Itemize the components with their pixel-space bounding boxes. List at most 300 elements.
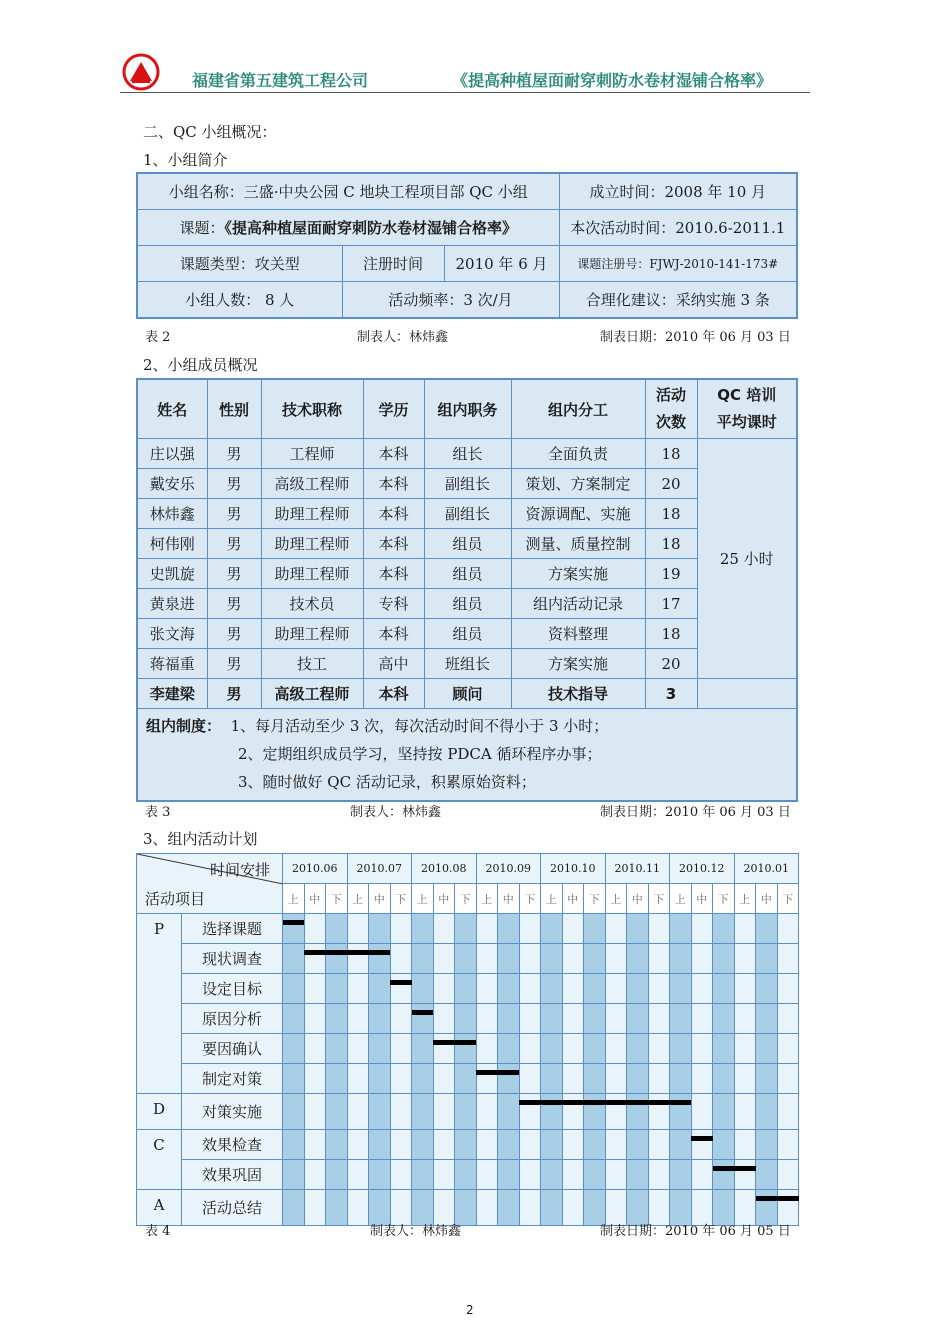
member-name: 黄泉进 <box>137 589 207 619</box>
header-divider <box>120 92 810 93</box>
schedule-cell <box>541 1004 563 1034</box>
col-header-education: 学历 <box>363 379 424 439</box>
schedule-cell <box>713 1004 735 1034</box>
schedule-cell <box>412 914 434 944</box>
schedule-cell <box>777 1130 799 1160</box>
phase-label: D <box>137 1094 182 1130</box>
schedule-cell <box>584 914 606 944</box>
member-education: 本科 <box>363 619 424 649</box>
member-name: 李建梁 <box>137 679 207 709</box>
member-education: 本科 <box>363 679 424 709</box>
member-duty: 组内活动记录 <box>511 589 645 619</box>
col-header-role: 组内职务 <box>424 379 511 439</box>
schedule-cell <box>390 944 412 974</box>
period-header: 上 <box>476 884 498 914</box>
member-title: 高级工程师 <box>261 679 363 709</box>
schedule-cell <box>691 1160 713 1190</box>
schedule-cell <box>326 974 348 1004</box>
period-header: 下 <box>584 884 606 914</box>
schedule-cell <box>433 1160 455 1190</box>
schedule-cell <box>347 1034 369 1064</box>
table3-maker: 制表人：林炜鑫 <box>350 805 442 820</box>
plan-row <box>137 1094 799 1130</box>
schedule-cell <box>390 1064 412 1094</box>
member-name: 庄以强 <box>137 439 207 469</box>
corner-time-label: 时间安排 <box>209 861 270 879</box>
member-activity-count: 20 <box>645 469 697 499</box>
training-hours-cell: 25 小时 <box>697 439 797 679</box>
member-role: 组长 <box>424 439 511 469</box>
schedule-cell <box>304 1034 326 1064</box>
schedule-cell <box>283 1034 305 1064</box>
schedule-bar <box>713 1166 756 1171</box>
plan-row <box>137 914 799 944</box>
month-header: 2010.12 <box>670 854 735 884</box>
member-row <box>137 679 797 709</box>
schedule-cell <box>670 1034 692 1064</box>
rule-item: 1、每月活动至少 3 次，每次活动时间不得小于 3 小时； <box>230 717 609 735</box>
member-gender: 男 <box>207 439 261 469</box>
member-name: 蒋福重 <box>137 649 207 679</box>
member-name: 史凯旋 <box>137 559 207 589</box>
schedule-bar <box>756 1196 799 1201</box>
month-header: 2010.09 <box>476 854 541 884</box>
schedule-cell <box>648 1034 670 1064</box>
schedule-cell <box>519 944 541 974</box>
schedule-cell <box>691 914 713 944</box>
schedule-cell <box>519 1130 541 1160</box>
schedule-cell <box>734 1130 756 1160</box>
member-education: 本科 <box>363 469 424 499</box>
member-gender: 男 <box>207 619 261 649</box>
member-education: 本科 <box>363 499 424 529</box>
member-gender: 男 <box>207 679 261 709</box>
schedule-cell <box>756 1004 778 1034</box>
member-row <box>137 439 797 469</box>
schedule-cell <box>756 1160 778 1190</box>
schedule-cell <box>476 944 498 974</box>
schedule-cell <box>347 974 369 1004</box>
schedule-cell <box>562 944 584 974</box>
schedule-cell <box>304 1094 326 1130</box>
reg-date-cell: 2010 年 6 月 <box>444 246 559 282</box>
member-duty: 资源调配、实施 <box>511 499 645 529</box>
member-role: 组员 <box>424 529 511 559</box>
schedule-cell <box>476 1034 498 1064</box>
schedule-cell <box>390 1160 412 1190</box>
task-name: 活动总结 <box>182 1190 283 1226</box>
schedule-cell <box>390 1034 412 1064</box>
schedule-cell <box>304 1190 326 1226</box>
schedule-cell <box>433 1004 455 1034</box>
period-header: 下 <box>390 884 412 914</box>
schedule-cell <box>390 1130 412 1160</box>
rules-cell <box>137 709 797 802</box>
schedule-cell <box>627 974 649 1004</box>
member-duty: 方案实施 <box>511 649 645 679</box>
schedule-cell <box>433 1034 455 1064</box>
topic-cell <box>137 210 559 246</box>
member-duty: 资料整理 <box>511 619 645 649</box>
plan-row <box>137 1034 799 1064</box>
schedule-cell <box>627 1004 649 1034</box>
table2-caption: 表 2 <box>145 330 171 345</box>
schedule-cell <box>519 1190 541 1226</box>
member-role: 副组长 <box>424 469 511 499</box>
schedule-cell <box>433 1094 455 1130</box>
table2-date: 制表日期：2010 年 06 月 03 日 <box>600 330 791 345</box>
plan-row <box>137 1160 799 1190</box>
schedule-cell <box>541 974 563 1004</box>
schedule-cell <box>283 1064 305 1094</box>
schedule-cell <box>455 1130 477 1160</box>
corner-activity-label: 活动项目 <box>145 890 206 908</box>
schedule-cell <box>498 1064 520 1094</box>
schedule-cell <box>584 1160 606 1190</box>
schedule-cell <box>584 1064 606 1094</box>
schedule-cell <box>283 974 305 1004</box>
plan-row <box>137 1004 799 1034</box>
member-activity-count: 18 <box>645 619 697 649</box>
period-header: 中 <box>304 884 326 914</box>
schedule-cell <box>347 1160 369 1190</box>
schedule-cell <box>670 914 692 944</box>
schedule-cell <box>304 944 326 974</box>
schedule-cell <box>541 1064 563 1094</box>
activity-time-cell: 本次活动时间：2010.6-2011.1 <box>559 210 797 246</box>
schedule-cell <box>412 1130 434 1160</box>
table4-date: 制表日期：2010 年 06 月 05 日 <box>600 1224 791 1239</box>
schedule-cell <box>713 1064 735 1094</box>
member-activity-count: 18 <box>645 499 697 529</box>
member-activity-count: 18 <box>645 439 697 469</box>
schedule-cell <box>369 1160 391 1190</box>
period-header: 中 <box>756 884 778 914</box>
period-header: 下 <box>713 884 735 914</box>
schedule-cell <box>584 1004 606 1034</box>
schedule-cell <box>498 1160 520 1190</box>
schedule-cell <box>756 1094 778 1130</box>
schedule-cell <box>734 974 756 1004</box>
member-role: 组员 <box>424 559 511 589</box>
founded-cell: 成立时间：2008 年 10 月 <box>559 173 797 210</box>
schedule-cell <box>605 914 627 944</box>
schedule-cell <box>455 974 477 1004</box>
task-name: 制定对策 <box>182 1064 283 1094</box>
schedule-cell <box>283 944 305 974</box>
plan-row <box>137 944 799 974</box>
member-title: 助理工程师 <box>261 559 363 589</box>
schedule-bar <box>519 1100 691 1105</box>
period-header: 下 <box>648 884 670 914</box>
schedule-bar <box>304 950 390 955</box>
schedule-cell <box>777 974 799 1004</box>
period-header: 上 <box>283 884 305 914</box>
schedule-cell <box>756 914 778 944</box>
schedule-cell <box>455 914 477 944</box>
training-hours-empty-cell <box>697 679 797 709</box>
schedule-cell <box>541 1160 563 1190</box>
schedule-cell <box>283 1094 305 1130</box>
period-header: 上 <box>734 884 756 914</box>
period-header: 中 <box>433 884 455 914</box>
schedule-cell <box>777 1094 799 1130</box>
section-title: 二、QC 小组概况： <box>143 123 277 141</box>
schedule-cell <box>605 1064 627 1094</box>
schedule-cell <box>347 1094 369 1130</box>
schedule-cell <box>562 1130 584 1160</box>
schedule-cell <box>541 1130 563 1160</box>
member-gender: 男 <box>207 529 261 559</box>
schedule-cell <box>476 974 498 1004</box>
member-gender: 男 <box>207 469 261 499</box>
task-name: 效果巩固 <box>182 1160 283 1190</box>
schedule-cell <box>347 1190 369 1226</box>
period-header: 中 <box>562 884 584 914</box>
period-header: 中 <box>498 884 520 914</box>
schedule-cell <box>777 1160 799 1190</box>
schedule-cell <box>498 1094 520 1130</box>
schedule-cell <box>627 944 649 974</box>
rule-item: 3、随时做好 QC 活动记录，积累原始资料； <box>238 773 536 791</box>
schedule-cell <box>369 1094 391 1130</box>
schedule-cell <box>584 1034 606 1064</box>
schedule-cell <box>734 1034 756 1064</box>
schedule-cell <box>584 944 606 974</box>
col-header-duty: 组内分工 <box>511 379 645 439</box>
schedule-cell <box>283 1130 305 1160</box>
subsection-plan-title: 3、组内活动计划 <box>143 830 258 848</box>
member-activity-count: 20 <box>645 649 697 679</box>
schedule-cell <box>476 1004 498 1034</box>
member-activity-count: 3 <box>645 679 697 709</box>
member-name: 柯伟刚 <box>137 529 207 559</box>
schedule-cell <box>369 1004 391 1034</box>
schedule-cell <box>691 1094 713 1130</box>
schedule-cell <box>326 1130 348 1160</box>
schedule-cell <box>584 1130 606 1160</box>
schedule-cell <box>691 944 713 974</box>
schedule-cell <box>562 1034 584 1064</box>
schedule-cell <box>390 974 412 1004</box>
member-count-cell: 小组人数： 8 人 <box>137 282 342 319</box>
schedule-cell <box>648 1064 670 1094</box>
member-title: 工程师 <box>261 439 363 469</box>
subsection-intro-title: 1、小组简介 <box>143 151 228 169</box>
member-role: 顾问 <box>424 679 511 709</box>
member-name: 张文海 <box>137 619 207 649</box>
col-header-activity-count: 活动 次数 <box>645 379 697 439</box>
reg-no-cell: 课题注册号：FJWJ-2010-141-173# <box>559 246 797 282</box>
schedule-cell <box>283 1004 305 1034</box>
schedule-cell <box>734 944 756 974</box>
schedule-cell <box>691 1064 713 1094</box>
schedule-cell <box>627 1160 649 1190</box>
subsection-members-title: 2、小组成员概况 <box>143 356 258 374</box>
schedule-cell <box>584 974 606 1004</box>
schedule-cell <box>734 1160 756 1190</box>
topic-type-cell: 课题类型：攻关型 <box>137 246 342 282</box>
plan-row <box>137 974 799 1004</box>
schedule-cell <box>605 1130 627 1160</box>
member-role: 组员 <box>424 619 511 649</box>
schedule-cell <box>283 1160 305 1190</box>
schedule-cell <box>756 1130 778 1160</box>
schedule-cell <box>304 974 326 1004</box>
schedule-bar <box>433 1040 476 1045</box>
schedule-cell <box>713 1160 735 1190</box>
member-education: 本科 <box>363 559 424 589</box>
schedule-cell <box>455 1064 477 1094</box>
schedule-cell <box>412 974 434 1004</box>
schedule-cell <box>326 1004 348 1034</box>
schedule-cell <box>476 1130 498 1160</box>
schedule-cell <box>691 1034 713 1064</box>
schedule-cell <box>562 1004 584 1034</box>
schedule-cell <box>734 1094 756 1130</box>
schedule-cell <box>670 1130 692 1160</box>
schedule-cell <box>304 1160 326 1190</box>
schedule-cell <box>670 1004 692 1034</box>
schedule-cell <box>476 1190 498 1226</box>
task-name: 效果检查 <box>182 1130 283 1160</box>
table3-caption: 表 3 <box>145 805 171 820</box>
phase-label: P <box>137 914 182 1094</box>
schedule-cell <box>304 1130 326 1160</box>
schedule-cell <box>541 1190 563 1226</box>
schedule-cell <box>455 944 477 974</box>
schedule-cell <box>476 1064 498 1094</box>
plan-corner-cell <box>137 854 283 914</box>
suggestions-cell: 合理化建议：采纳实施 3 条 <box>559 282 797 319</box>
schedule-cell <box>541 914 563 944</box>
schedule-cell <box>627 1130 649 1160</box>
schedule-cell <box>283 914 305 944</box>
phase-label: A <box>137 1190 182 1226</box>
task-name: 要因确认 <box>182 1034 283 1064</box>
schedule-cell <box>326 1034 348 1064</box>
plan-row <box>137 1064 799 1094</box>
member-name: 林炜鑫 <box>137 499 207 529</box>
month-header: 2010.01 <box>734 854 799 884</box>
member-activity-count: 17 <box>645 589 697 619</box>
schedule-cell <box>541 1034 563 1064</box>
schedule-cell <box>541 944 563 974</box>
schedule-cell <box>562 1160 584 1190</box>
member-role: 班组长 <box>424 649 511 679</box>
schedule-cell <box>369 974 391 1004</box>
member-title: 助理工程师 <box>261 529 363 559</box>
month-header: 2010.10 <box>541 854 606 884</box>
schedule-cell <box>347 1130 369 1160</box>
schedule-cell <box>777 1064 799 1094</box>
schedule-cell <box>326 1094 348 1130</box>
schedule-cell <box>455 1160 477 1190</box>
period-header: 上 <box>347 884 369 914</box>
schedule-bar <box>283 920 305 925</box>
month-header: 2010.07 <box>347 854 412 884</box>
schedule-cell <box>498 1034 520 1064</box>
schedule-cell <box>476 1160 498 1190</box>
member-title: 技术员 <box>261 589 363 619</box>
period-header: 上 <box>670 884 692 914</box>
member-activity-count: 18 <box>645 529 697 559</box>
schedule-cell <box>326 1064 348 1094</box>
period-header: 下 <box>777 884 799 914</box>
schedule-cell <box>605 1004 627 1034</box>
member-activity-count: 19 <box>645 559 697 589</box>
schedule-cell <box>519 1004 541 1034</box>
schedule-cell <box>562 974 584 1004</box>
page-number: 2 <box>466 1303 474 1317</box>
task-name: 设定目标 <box>182 974 283 1004</box>
schedule-cell <box>756 1064 778 1094</box>
month-header: 2010.08 <box>412 854 477 884</box>
schedule-cell <box>304 1004 326 1034</box>
col-header-name: 姓名 <box>137 379 207 439</box>
task-name: 现状调查 <box>182 944 283 974</box>
header-title: 《提高种植屋面耐穿刺防水卷材湿铺合格率》 <box>452 71 773 90</box>
schedule-cell <box>562 1190 584 1226</box>
month-header: 2010.11 <box>605 854 670 884</box>
company-logo-icon <box>122 53 160 91</box>
schedule-cell <box>498 914 520 944</box>
member-education: 高中 <box>363 649 424 679</box>
schedule-cell <box>390 1094 412 1130</box>
schedule-cell <box>713 974 735 1004</box>
col-header-training-hours: QC 培训 平均课时 <box>697 379 797 439</box>
schedule-cell <box>691 974 713 1004</box>
schedule-cell <box>433 914 455 944</box>
schedule-cell <box>670 1064 692 1094</box>
schedule-cell <box>756 974 778 1004</box>
schedule-cell <box>498 974 520 1004</box>
schedule-cell <box>519 1160 541 1190</box>
member-gender: 男 <box>207 589 261 619</box>
schedule-cell <box>777 944 799 974</box>
schedule-cell <box>777 1004 799 1034</box>
schedule-cell <box>283 1190 305 1226</box>
schedule-cell <box>734 1004 756 1034</box>
schedule-cell <box>347 944 369 974</box>
period-header: 上 <box>412 884 434 914</box>
member-education: 本科 <box>363 529 424 559</box>
group-intro-table <box>136 172 798 319</box>
schedule-cell <box>412 1094 434 1130</box>
schedule-cell <box>498 1190 520 1226</box>
task-name: 选择课题 <box>182 914 283 944</box>
table2-maker: 制表人：林炜鑫 <box>357 330 449 345</box>
schedule-cell <box>648 944 670 974</box>
members-table <box>136 378 798 802</box>
schedule-cell <box>412 1064 434 1094</box>
member-duty: 技术指导 <box>511 679 645 709</box>
schedule-cell <box>412 944 434 974</box>
schedule-cell <box>648 974 670 1004</box>
schedule-cell <box>713 1034 735 1064</box>
col-header-title: 技术职称 <box>261 379 363 439</box>
period-header: 中 <box>369 884 391 914</box>
schedule-cell <box>369 1064 391 1094</box>
schedule-cell <box>734 1064 756 1094</box>
period-header: 下 <box>519 884 541 914</box>
period-header: 上 <box>605 884 627 914</box>
task-name: 对策实施 <box>182 1094 283 1130</box>
rules-label: 组内制度： <box>146 717 222 735</box>
plan-row <box>137 1130 799 1160</box>
schedule-cell <box>455 1094 477 1130</box>
rule-item: 2、定期组织成员学习，坚持按 PDCA 循环程序办事； <box>238 745 602 763</box>
